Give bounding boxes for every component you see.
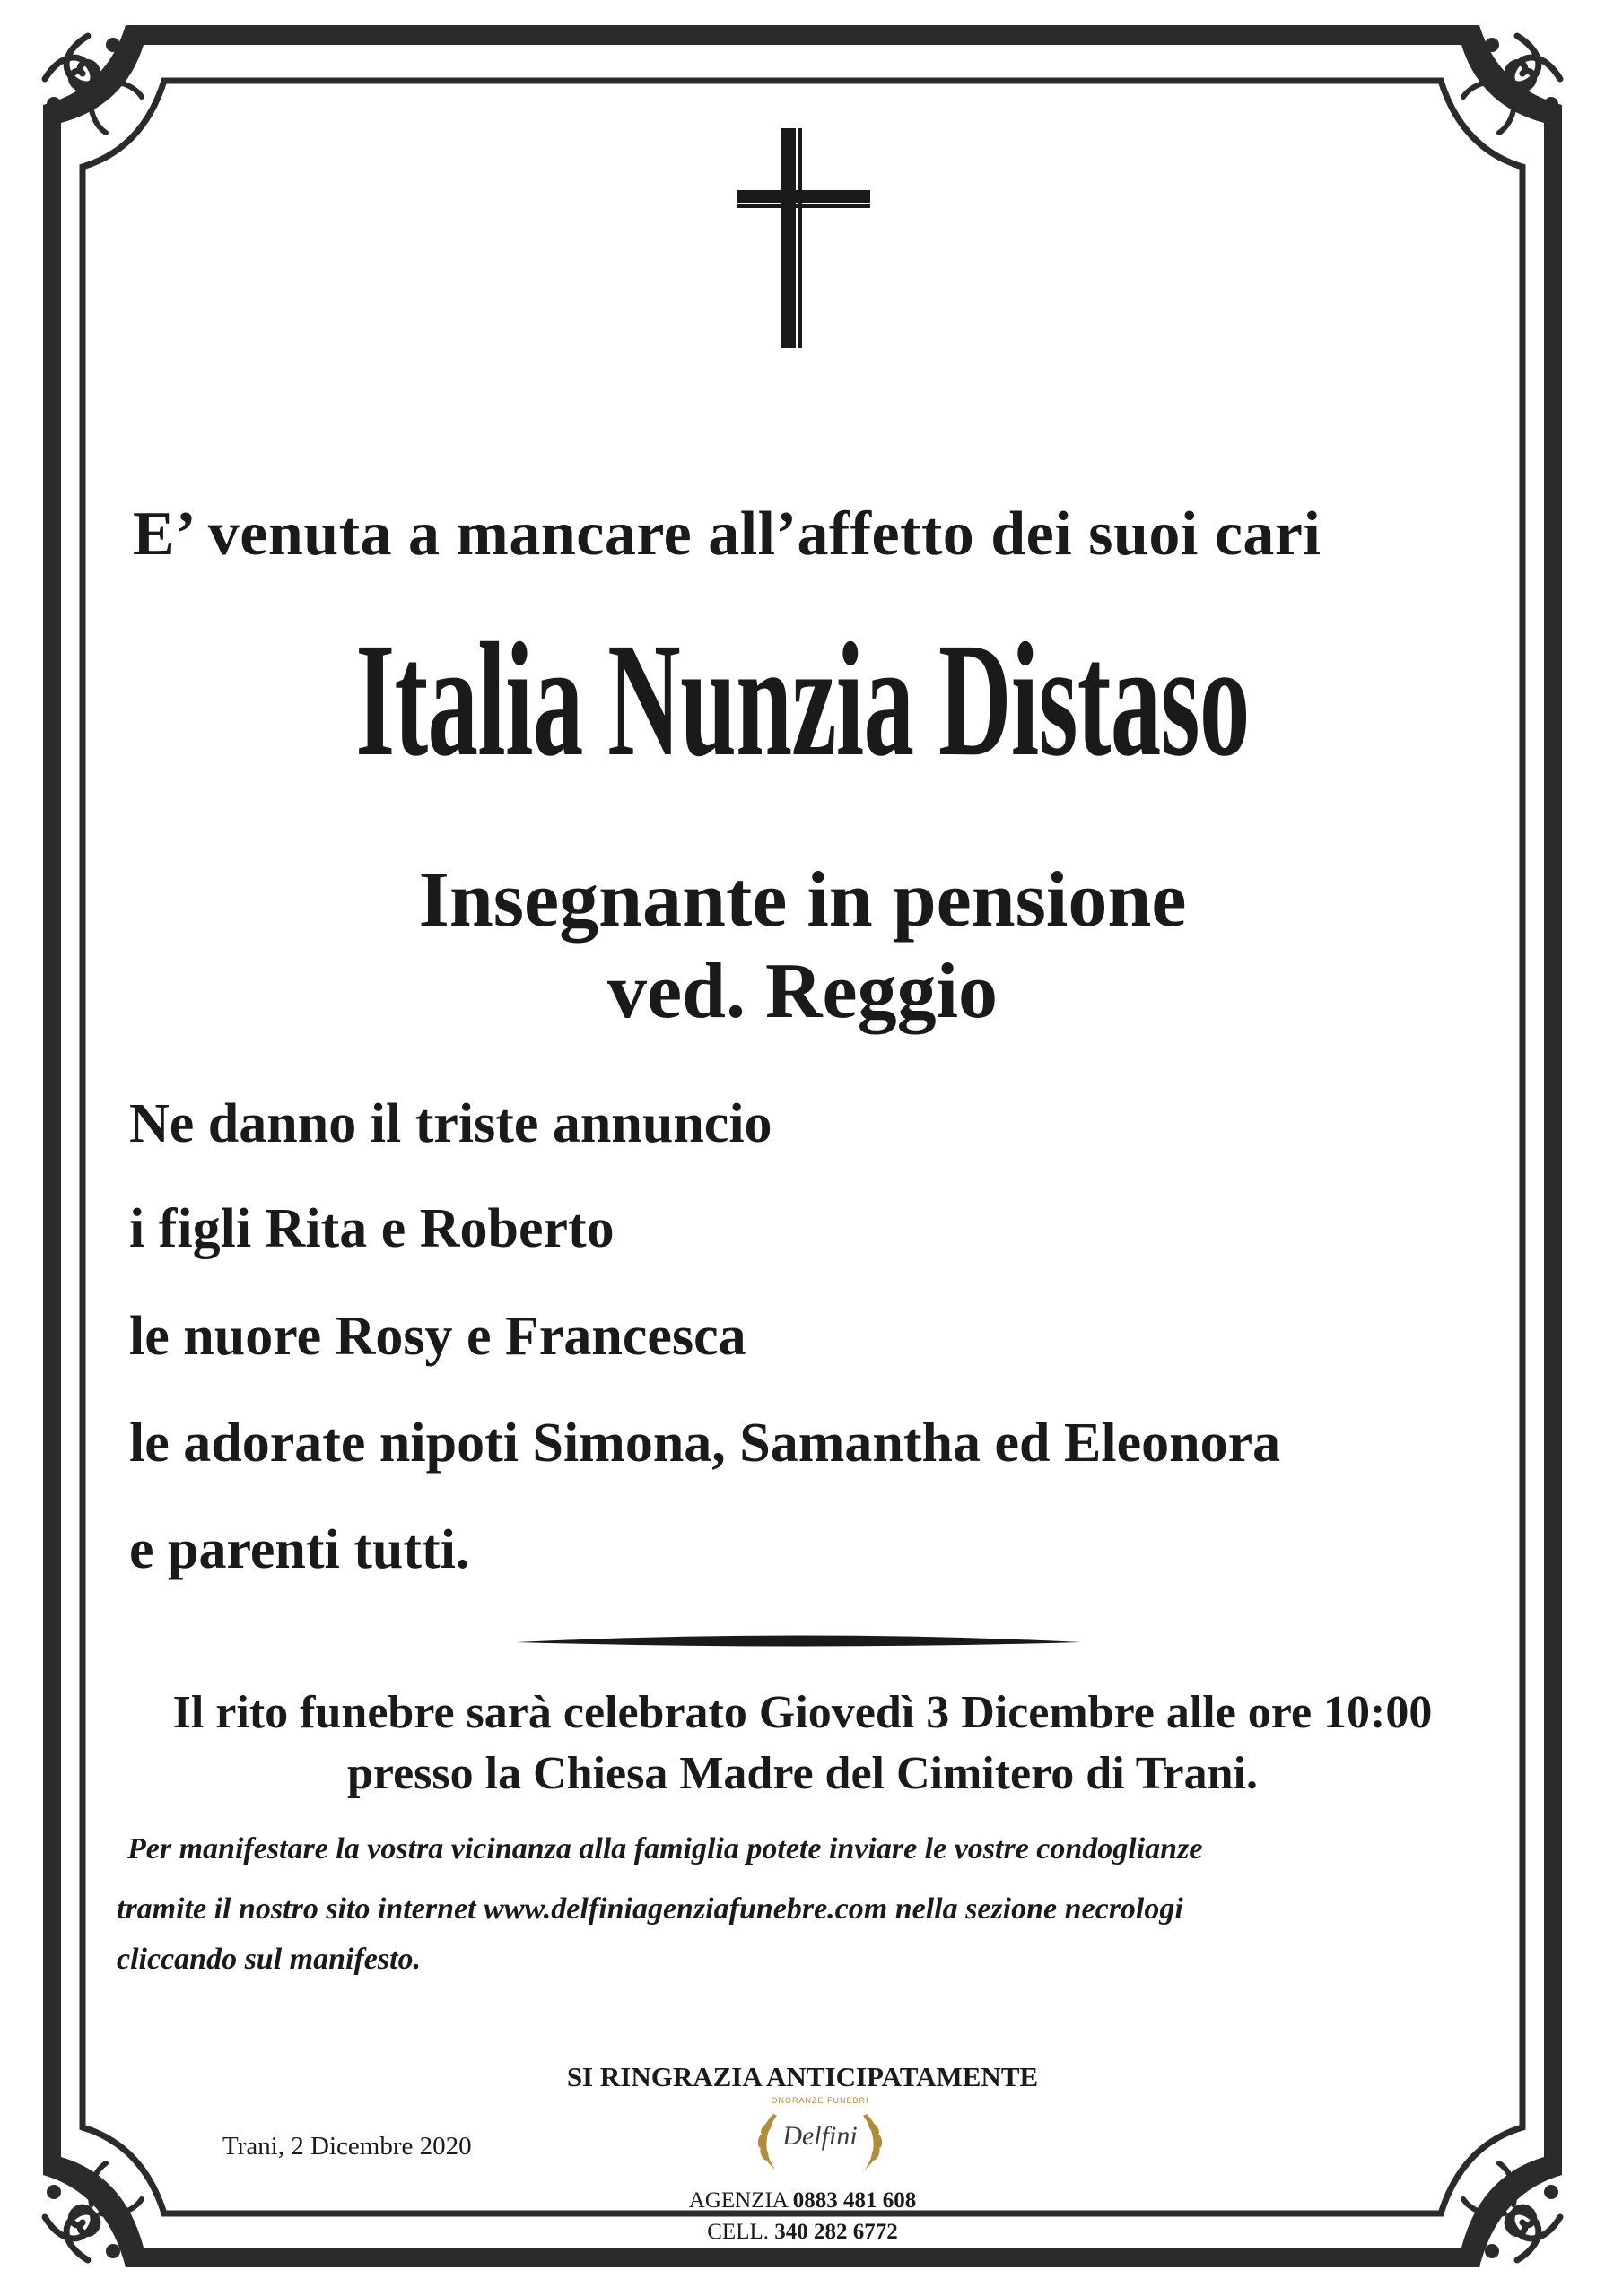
thanks-text: SI RINGRAZIA ANTICIPATAMENTE <box>566 2061 1039 2092</box>
family-line: i figli Rita e Roberto <box>129 1198 615 1259</box>
family-line: e parenti tutti. <box>129 1519 470 1580</box>
family-line: Ne danno il triste annuncio <box>129 1093 772 1154</box>
cell-label: CELL. <box>707 2220 769 2244</box>
place-date: Trani, 2 Dicembre 2020 <box>222 2132 472 2161</box>
condolence-line: Per manifestare la vostra vicinanza alla famiglia potete inviare le vostre condoglianze <box>127 1832 1203 1866</box>
logo-name: Delfini <box>782 2121 858 2151</box>
agency-phone-line <box>0 2188 1605 2213</box>
agency-phone: 0883 481 608 <box>792 2188 917 2213</box>
intro-text: E’ venuta a mancare all’affetto dei suoi cari <box>133 500 1322 569</box>
deceased-name: Italia Nunzia Distaso <box>355 610 1250 790</box>
funeral-line: presso la Chiesa Madre del Cimitero di Trani. <box>347 1748 1258 1799</box>
cell-phone: 340 282 6772 <box>774 2220 898 2244</box>
condolence-line: cliccando sul manifesto. <box>117 1943 422 1976</box>
agency-label: AGENZIA <box>688 2188 788 2213</box>
logo-tagline: ONORANZE FUNEBRI <box>771 2096 869 2105</box>
divider <box>516 1636 1081 1647</box>
funeral-line: Il rito funebre sarà celebrato Giovedì 3 Dicembre alle ore 10:00 <box>172 1687 1433 1738</box>
condolence-line: tramite il nostro sito internet www.delfiniagenziafunebre.com nella sezione necrologi <box>117 1892 1183 1926</box>
family-line: le nuore Rosy e Francesca <box>129 1306 746 1367</box>
widow-of: ved. Reggio <box>606 948 999 1035</box>
cross-icon <box>737 128 870 348</box>
family-line: le adorate nipoti Simona, Samantha ed Eleonora <box>129 1413 1281 1474</box>
deceased-role: Insegnante in pensione <box>418 857 1187 944</box>
cell-phone-line <box>0 2220 1605 2245</box>
agency-logo <box>739 2094 901 2180</box>
